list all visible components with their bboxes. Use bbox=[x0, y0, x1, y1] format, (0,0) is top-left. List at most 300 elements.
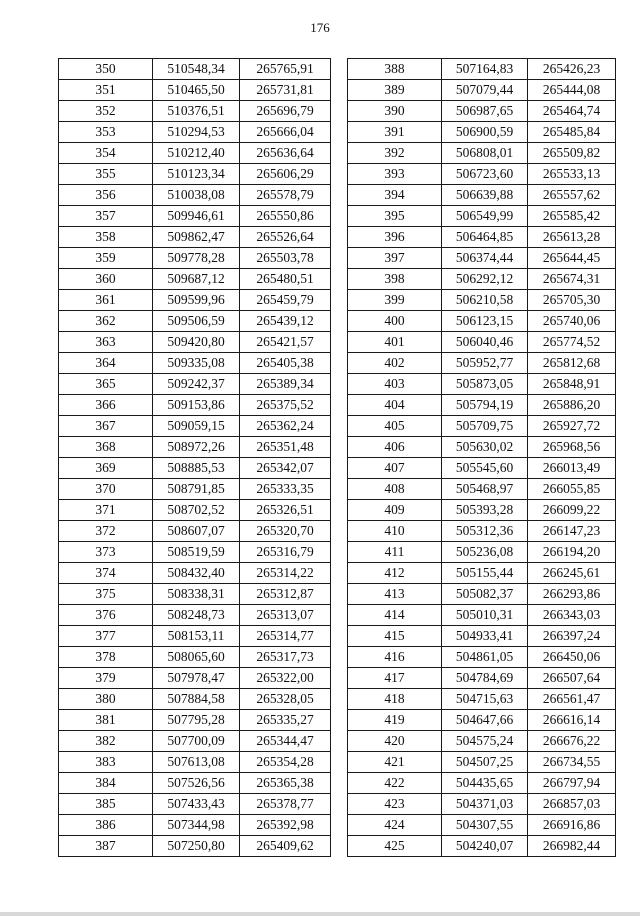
point-number-cell: 420 bbox=[348, 731, 442, 752]
point-number-cell: 399 bbox=[348, 290, 442, 311]
table-row bbox=[348, 416, 616, 437]
table-row bbox=[59, 479, 331, 500]
x-coordinate-cell: 504861,05 bbox=[442, 647, 528, 668]
point-number-cell: 387 bbox=[59, 836, 153, 857]
x-coordinate-cell: 504647,66 bbox=[442, 710, 528, 731]
table-row bbox=[348, 80, 616, 101]
point-number-cell: 418 bbox=[348, 689, 442, 710]
y-coordinate-cell: 265389,34 bbox=[240, 374, 331, 395]
table-row bbox=[348, 584, 616, 605]
y-coordinate-cell: 265362,24 bbox=[240, 416, 331, 437]
table-row bbox=[348, 437, 616, 458]
y-coordinate-cell: 265968,56 bbox=[528, 437, 616, 458]
table-row bbox=[59, 731, 331, 752]
table-row bbox=[348, 521, 616, 542]
point-number-cell: 414 bbox=[348, 605, 442, 626]
table-row bbox=[59, 374, 331, 395]
x-coordinate-cell: 506549,99 bbox=[442, 206, 528, 227]
y-coordinate-cell: 265557,62 bbox=[528, 185, 616, 206]
table-row bbox=[59, 647, 331, 668]
y-coordinate-cell: 265326,51 bbox=[240, 500, 331, 521]
y-coordinate-cell: 265526,64 bbox=[240, 227, 331, 248]
point-number-cell: 391 bbox=[348, 122, 442, 143]
table-row bbox=[348, 647, 616, 668]
x-coordinate-cell: 504784,69 bbox=[442, 668, 528, 689]
y-coordinate-cell: 265351,48 bbox=[240, 437, 331, 458]
x-coordinate-cell: 506723,60 bbox=[442, 164, 528, 185]
point-number-cell: 388 bbox=[348, 59, 442, 80]
table-row bbox=[59, 542, 331, 563]
table-row bbox=[59, 395, 331, 416]
y-coordinate-cell: 266099,22 bbox=[528, 500, 616, 521]
table-row bbox=[348, 227, 616, 248]
y-coordinate-cell: 265365,38 bbox=[240, 773, 331, 794]
x-coordinate-cell: 509862,47 bbox=[153, 227, 240, 248]
x-coordinate-cell: 509687,12 bbox=[153, 269, 240, 290]
point-number-cell: 376 bbox=[59, 605, 153, 626]
point-number-cell: 360 bbox=[59, 269, 153, 290]
table-row bbox=[348, 542, 616, 563]
y-coordinate-cell: 266676,22 bbox=[528, 731, 616, 752]
point-number-cell: 366 bbox=[59, 395, 153, 416]
x-coordinate-cell: 508432,40 bbox=[153, 563, 240, 584]
point-number-cell: 363 bbox=[59, 332, 153, 353]
y-coordinate-cell: 266616,14 bbox=[528, 710, 616, 731]
table-row bbox=[348, 710, 616, 731]
point-number-cell: 404 bbox=[348, 395, 442, 416]
y-coordinate-cell: 266245,61 bbox=[528, 563, 616, 584]
point-number-cell: 375 bbox=[59, 584, 153, 605]
point-number-cell: 377 bbox=[59, 626, 153, 647]
table-row bbox=[348, 563, 616, 584]
y-coordinate-cell: 265439,12 bbox=[240, 311, 331, 332]
table-row bbox=[59, 290, 331, 311]
point-number-cell: 372 bbox=[59, 521, 153, 542]
table-row bbox=[59, 836, 331, 857]
table-row bbox=[348, 752, 616, 773]
x-coordinate-cell: 504371,03 bbox=[442, 794, 528, 815]
point-number-cell: 403 bbox=[348, 374, 442, 395]
x-coordinate-cell: 506464,85 bbox=[442, 227, 528, 248]
table-body bbox=[348, 59, 616, 857]
table-row bbox=[59, 227, 331, 248]
table-row bbox=[348, 311, 616, 332]
y-coordinate-cell: 265392,98 bbox=[240, 815, 331, 836]
y-coordinate-cell: 265550,86 bbox=[240, 206, 331, 227]
point-number-cell: 380 bbox=[59, 689, 153, 710]
table-row bbox=[59, 689, 331, 710]
y-coordinate-cell: 265509,82 bbox=[528, 143, 616, 164]
table-row bbox=[348, 395, 616, 416]
x-coordinate-cell: 507250,80 bbox=[153, 836, 240, 857]
point-number-cell: 361 bbox=[59, 290, 153, 311]
table-row bbox=[59, 248, 331, 269]
y-coordinate-cell: 265765,91 bbox=[240, 59, 331, 80]
point-number-cell: 382 bbox=[59, 731, 153, 752]
y-coordinate-cell: 266450,06 bbox=[528, 647, 616, 668]
table-row bbox=[59, 164, 331, 185]
y-coordinate-cell: 265405,38 bbox=[240, 353, 331, 374]
table-row bbox=[59, 794, 331, 815]
x-coordinate-cell: 504575,24 bbox=[442, 731, 528, 752]
x-coordinate-cell: 508065,60 bbox=[153, 647, 240, 668]
table-row bbox=[59, 458, 331, 479]
x-coordinate-cell: 508885,53 bbox=[153, 458, 240, 479]
x-coordinate-cell: 509506,59 bbox=[153, 311, 240, 332]
table-row bbox=[348, 668, 616, 689]
x-coordinate-cell: 506374,44 bbox=[442, 248, 528, 269]
y-coordinate-cell: 265585,42 bbox=[528, 206, 616, 227]
table-row bbox=[348, 626, 616, 647]
x-coordinate-cell: 504507,25 bbox=[442, 752, 528, 773]
point-number-cell: 350 bbox=[59, 59, 153, 80]
x-coordinate-cell: 504435,65 bbox=[442, 773, 528, 794]
x-coordinate-cell: 508153,11 bbox=[153, 626, 240, 647]
y-coordinate-cell: 265696,79 bbox=[240, 101, 331, 122]
point-number-cell: 357 bbox=[59, 206, 153, 227]
table-row bbox=[348, 458, 616, 479]
table-row bbox=[59, 605, 331, 626]
y-coordinate-cell: 266293,86 bbox=[528, 584, 616, 605]
y-coordinate-cell: 265731,81 bbox=[240, 80, 331, 101]
y-coordinate-cell: 265705,30 bbox=[528, 290, 616, 311]
table-row bbox=[348, 479, 616, 500]
table-row bbox=[348, 689, 616, 710]
point-number-cell: 354 bbox=[59, 143, 153, 164]
point-number-cell: 364 bbox=[59, 353, 153, 374]
x-coordinate-cell: 505468,97 bbox=[442, 479, 528, 500]
table-row bbox=[59, 815, 331, 836]
point-number-cell: 374 bbox=[59, 563, 153, 584]
x-coordinate-cell: 505545,60 bbox=[442, 458, 528, 479]
point-number-cell: 412 bbox=[348, 563, 442, 584]
y-coordinate-cell: 265314,22 bbox=[240, 563, 331, 584]
point-number-cell: 421 bbox=[348, 752, 442, 773]
point-number-cell: 367 bbox=[59, 416, 153, 437]
y-coordinate-cell: 265314,77 bbox=[240, 626, 331, 647]
point-number-cell: 389 bbox=[348, 80, 442, 101]
table-row bbox=[59, 437, 331, 458]
table-row bbox=[59, 416, 331, 437]
point-number-cell: 416 bbox=[348, 647, 442, 668]
y-coordinate-cell: 265354,28 bbox=[240, 752, 331, 773]
point-number-cell: 410 bbox=[348, 521, 442, 542]
y-coordinate-cell: 265317,73 bbox=[240, 647, 331, 668]
table-row bbox=[59, 584, 331, 605]
y-coordinate-cell: 265444,08 bbox=[528, 80, 616, 101]
point-number-cell: 381 bbox=[59, 710, 153, 731]
point-number-cell: 351 bbox=[59, 80, 153, 101]
table-row bbox=[59, 269, 331, 290]
point-number-cell: 400 bbox=[348, 311, 442, 332]
point-number-cell: 411 bbox=[348, 542, 442, 563]
point-number-cell: 359 bbox=[59, 248, 153, 269]
x-coordinate-cell: 504933,41 bbox=[442, 626, 528, 647]
x-coordinate-cell: 509153,86 bbox=[153, 395, 240, 416]
x-coordinate-cell: 510548,34 bbox=[153, 59, 240, 80]
table-row bbox=[59, 143, 331, 164]
x-coordinate-cell: 506808,01 bbox=[442, 143, 528, 164]
point-number-cell: 398 bbox=[348, 269, 442, 290]
x-coordinate-cell: 507526,56 bbox=[153, 773, 240, 794]
table-row bbox=[348, 185, 616, 206]
table-row bbox=[59, 710, 331, 731]
table-row bbox=[59, 500, 331, 521]
x-coordinate-cell: 510465,50 bbox=[153, 80, 240, 101]
point-number-cell: 408 bbox=[348, 479, 442, 500]
point-number-cell: 395 bbox=[348, 206, 442, 227]
y-coordinate-cell: 266734,55 bbox=[528, 752, 616, 773]
x-coordinate-cell: 509242,37 bbox=[153, 374, 240, 395]
x-coordinate-cell: 508791,85 bbox=[153, 479, 240, 500]
y-coordinate-cell: 265421,57 bbox=[240, 332, 331, 353]
table-row bbox=[59, 563, 331, 584]
x-coordinate-cell: 507884,58 bbox=[153, 689, 240, 710]
x-coordinate-cell: 507700,09 bbox=[153, 731, 240, 752]
x-coordinate-cell: 506040,46 bbox=[442, 332, 528, 353]
y-coordinate-cell: 265886,20 bbox=[528, 395, 616, 416]
table-row bbox=[348, 143, 616, 164]
y-coordinate-cell: 265578,79 bbox=[240, 185, 331, 206]
point-number-cell: 385 bbox=[59, 794, 153, 815]
table-row bbox=[59, 353, 331, 374]
x-coordinate-cell: 505155,44 bbox=[442, 563, 528, 584]
x-coordinate-cell: 506292,12 bbox=[442, 269, 528, 290]
y-coordinate-cell: 265320,70 bbox=[240, 521, 331, 542]
y-coordinate-cell: 265613,28 bbox=[528, 227, 616, 248]
x-coordinate-cell: 509420,80 bbox=[153, 332, 240, 353]
point-number-cell: 396 bbox=[348, 227, 442, 248]
table-row bbox=[59, 206, 331, 227]
y-coordinate-cell: 265312,87 bbox=[240, 584, 331, 605]
point-number-cell: 407 bbox=[348, 458, 442, 479]
y-coordinate-cell: 265426,23 bbox=[528, 59, 616, 80]
x-coordinate-cell: 505952,77 bbox=[442, 353, 528, 374]
x-coordinate-cell: 505393,28 bbox=[442, 500, 528, 521]
point-number-cell: 365 bbox=[59, 374, 153, 395]
x-coordinate-cell: 506900,59 bbox=[442, 122, 528, 143]
y-coordinate-cell: 265375,52 bbox=[240, 395, 331, 416]
table-row bbox=[348, 605, 616, 626]
point-number-cell: 355 bbox=[59, 164, 153, 185]
x-coordinate-cell: 507978,47 bbox=[153, 668, 240, 689]
y-coordinate-cell: 265927,72 bbox=[528, 416, 616, 437]
point-number-cell: 425 bbox=[348, 836, 442, 857]
y-coordinate-cell: 265848,91 bbox=[528, 374, 616, 395]
y-coordinate-cell: 266194,20 bbox=[528, 542, 616, 563]
x-coordinate-cell: 508702,52 bbox=[153, 500, 240, 521]
table-row bbox=[59, 521, 331, 542]
x-coordinate-cell: 505630,02 bbox=[442, 437, 528, 458]
point-number-cell: 397 bbox=[348, 248, 442, 269]
y-coordinate-cell: 266916,86 bbox=[528, 815, 616, 836]
point-number-cell: 393 bbox=[348, 164, 442, 185]
table-row bbox=[59, 122, 331, 143]
x-coordinate-cell: 504715,63 bbox=[442, 689, 528, 710]
point-number-cell: 423 bbox=[348, 794, 442, 815]
y-coordinate-cell: 266857,03 bbox=[528, 794, 616, 815]
y-coordinate-cell: 265342,07 bbox=[240, 458, 331, 479]
y-coordinate-cell: 266013,49 bbox=[528, 458, 616, 479]
y-coordinate-cell: 266055,85 bbox=[528, 479, 616, 500]
point-number-cell: 394 bbox=[348, 185, 442, 206]
point-number-cell: 373 bbox=[59, 542, 153, 563]
x-coordinate-cell: 509335,08 bbox=[153, 353, 240, 374]
table-row bbox=[348, 353, 616, 374]
y-coordinate-cell: 265344,47 bbox=[240, 731, 331, 752]
point-number-cell: 371 bbox=[59, 500, 153, 521]
y-coordinate-cell: 265464,74 bbox=[528, 101, 616, 122]
point-number-cell: 422 bbox=[348, 773, 442, 794]
y-coordinate-cell: 265335,27 bbox=[240, 710, 331, 731]
point-number-cell: 405 bbox=[348, 416, 442, 437]
point-number-cell: 384 bbox=[59, 773, 153, 794]
table-row bbox=[348, 374, 616, 395]
table-row bbox=[348, 500, 616, 521]
table-body bbox=[59, 59, 331, 857]
x-coordinate-cell: 508972,26 bbox=[153, 437, 240, 458]
point-number-cell: 352 bbox=[59, 101, 153, 122]
x-coordinate-cell: 507433,43 bbox=[153, 794, 240, 815]
x-coordinate-cell: 509059,15 bbox=[153, 416, 240, 437]
y-coordinate-cell: 266982,44 bbox=[528, 836, 616, 857]
page-number: 176 bbox=[310, 20, 330, 35]
y-coordinate-cell: 265606,29 bbox=[240, 164, 331, 185]
x-coordinate-cell: 508607,07 bbox=[153, 521, 240, 542]
table-row bbox=[59, 80, 331, 101]
table-row bbox=[348, 815, 616, 836]
point-number-cell: 369 bbox=[59, 458, 153, 479]
table-row bbox=[59, 59, 331, 80]
point-number-cell: 424 bbox=[348, 815, 442, 836]
point-number-cell: 415 bbox=[348, 626, 442, 647]
table-row bbox=[348, 773, 616, 794]
point-number-cell: 390 bbox=[348, 101, 442, 122]
x-coordinate-cell: 510123,34 bbox=[153, 164, 240, 185]
x-coordinate-cell: 509946,61 bbox=[153, 206, 240, 227]
y-coordinate-cell: 265322,00 bbox=[240, 668, 331, 689]
point-number-cell: 406 bbox=[348, 437, 442, 458]
coordinates-table-right bbox=[347, 58, 616, 857]
y-coordinate-cell: 265313,07 bbox=[240, 605, 331, 626]
table-row bbox=[59, 311, 331, 332]
table-row bbox=[59, 185, 331, 206]
x-coordinate-cell: 505794,19 bbox=[442, 395, 528, 416]
x-coordinate-cell: 507164,83 bbox=[442, 59, 528, 80]
x-coordinate-cell: 509778,28 bbox=[153, 248, 240, 269]
point-number-cell: 413 bbox=[348, 584, 442, 605]
table-row bbox=[348, 101, 616, 122]
x-coordinate-cell: 510212,40 bbox=[153, 143, 240, 164]
x-coordinate-cell: 508338,31 bbox=[153, 584, 240, 605]
table-row bbox=[348, 836, 616, 857]
y-coordinate-cell: 266797,94 bbox=[528, 773, 616, 794]
point-number-cell: 409 bbox=[348, 500, 442, 521]
x-coordinate-cell: 505873,05 bbox=[442, 374, 528, 395]
x-coordinate-cell: 506123,15 bbox=[442, 311, 528, 332]
x-coordinate-cell: 506987,65 bbox=[442, 101, 528, 122]
point-number-cell: 392 bbox=[348, 143, 442, 164]
y-coordinate-cell: 265409,62 bbox=[240, 836, 331, 857]
y-coordinate-cell: 266343,03 bbox=[528, 605, 616, 626]
x-coordinate-cell: 507613,08 bbox=[153, 752, 240, 773]
y-coordinate-cell: 265316,79 bbox=[240, 542, 331, 563]
y-coordinate-cell: 265774,52 bbox=[528, 332, 616, 353]
x-coordinate-cell: 507079,44 bbox=[442, 80, 528, 101]
point-number-cell: 383 bbox=[59, 752, 153, 773]
point-number-cell: 362 bbox=[59, 311, 153, 332]
x-coordinate-cell: 504307,55 bbox=[442, 815, 528, 836]
y-coordinate-cell: 265378,77 bbox=[240, 794, 331, 815]
y-coordinate-cell: 265644,45 bbox=[528, 248, 616, 269]
coordinates-table-left bbox=[58, 58, 331, 857]
x-coordinate-cell: 505709,75 bbox=[442, 416, 528, 437]
point-number-cell: 356 bbox=[59, 185, 153, 206]
x-coordinate-cell: 510038,08 bbox=[153, 185, 240, 206]
x-coordinate-cell: 506210,58 bbox=[442, 290, 528, 311]
y-coordinate-cell: 266507,64 bbox=[528, 668, 616, 689]
table-row bbox=[59, 752, 331, 773]
y-coordinate-cell: 265812,68 bbox=[528, 353, 616, 374]
table-row bbox=[59, 773, 331, 794]
table-row bbox=[59, 668, 331, 689]
x-coordinate-cell: 510376,51 bbox=[153, 101, 240, 122]
y-coordinate-cell: 265328,05 bbox=[240, 689, 331, 710]
x-coordinate-cell: 504240,07 bbox=[442, 836, 528, 857]
y-coordinate-cell: 266397,24 bbox=[528, 626, 616, 647]
scan-edge-divider bbox=[0, 912, 640, 916]
table-row bbox=[348, 269, 616, 290]
table-row bbox=[348, 59, 616, 80]
point-number-cell: 379 bbox=[59, 668, 153, 689]
y-coordinate-cell: 265333,35 bbox=[240, 479, 331, 500]
point-number-cell: 378 bbox=[59, 647, 153, 668]
y-coordinate-cell: 265740,06 bbox=[528, 311, 616, 332]
table-row bbox=[348, 290, 616, 311]
point-number-cell: 417 bbox=[348, 668, 442, 689]
x-coordinate-cell: 505312,36 bbox=[442, 521, 528, 542]
x-coordinate-cell: 509599,96 bbox=[153, 290, 240, 311]
x-coordinate-cell: 508519,59 bbox=[153, 542, 240, 563]
point-number-cell: 353 bbox=[59, 122, 153, 143]
x-coordinate-cell: 505010,31 bbox=[442, 605, 528, 626]
table-row bbox=[348, 206, 616, 227]
point-number-cell: 368 bbox=[59, 437, 153, 458]
y-coordinate-cell: 266147,23 bbox=[528, 521, 616, 542]
table-row bbox=[348, 332, 616, 353]
table-row bbox=[348, 731, 616, 752]
y-coordinate-cell: 265636,64 bbox=[240, 143, 331, 164]
y-coordinate-cell: 266561,47 bbox=[528, 689, 616, 710]
point-number-cell: 402 bbox=[348, 353, 442, 374]
table-row bbox=[59, 626, 331, 647]
x-coordinate-cell: 505236,08 bbox=[442, 542, 528, 563]
table-row bbox=[348, 794, 616, 815]
x-coordinate-cell: 510294,53 bbox=[153, 122, 240, 143]
y-coordinate-cell: 265485,84 bbox=[528, 122, 616, 143]
x-coordinate-cell: 506639,88 bbox=[442, 185, 528, 206]
y-coordinate-cell: 265480,51 bbox=[240, 269, 331, 290]
x-coordinate-cell: 507344,98 bbox=[153, 815, 240, 836]
y-coordinate-cell: 265674,31 bbox=[528, 269, 616, 290]
y-coordinate-cell: 265666,04 bbox=[240, 122, 331, 143]
point-number-cell: 386 bbox=[59, 815, 153, 836]
y-coordinate-cell: 265503,78 bbox=[240, 248, 331, 269]
point-number-cell: 401 bbox=[348, 332, 442, 353]
x-coordinate-cell: 507795,28 bbox=[153, 710, 240, 731]
point-number-cell: 370 bbox=[59, 479, 153, 500]
x-coordinate-cell: 505082,37 bbox=[442, 584, 528, 605]
